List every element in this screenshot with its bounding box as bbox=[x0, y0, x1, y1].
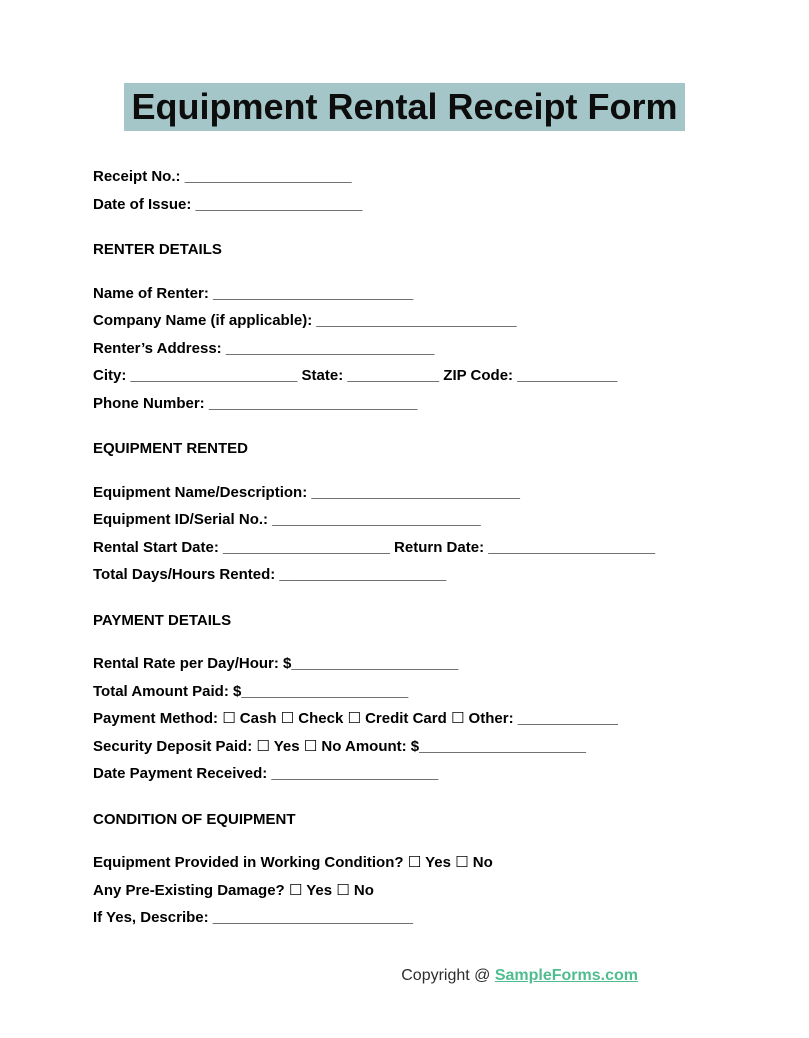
cash-checkbox[interactable]: ☐ bbox=[222, 709, 236, 727]
working-yes-checkbox[interactable]: ☐ bbox=[407, 853, 422, 871]
rental-rate-label: Rental Rate per Day/Hour: $ bbox=[93, 655, 292, 672]
field-date-of-issue bbox=[93, 191, 729, 219]
zip-code-label: ZIP Code: bbox=[439, 367, 518, 384]
field-total-days-rented bbox=[93, 561, 729, 589]
deposit-amount-label: No Amount: $ bbox=[317, 737, 420, 755]
return-date-label: Return Date: bbox=[389, 538, 489, 556]
footer bbox=[93, 964, 638, 988]
state-label: State: bbox=[297, 367, 348, 384]
form-content bbox=[93, 163, 729, 988]
security-deposit-label: Security Deposit Paid: bbox=[93, 737, 257, 755]
total-days-rented-label: Total Days/Hours Rented: bbox=[93, 566, 280, 583]
damage-yes-checkbox[interactable]: ☐ bbox=[288, 880, 303, 899]
field-payment-method bbox=[93, 705, 729, 733]
field-city-state-zip bbox=[93, 362, 729, 390]
working-yes-label: Yes bbox=[421, 854, 456, 871]
date-payment-received-label: Date Payment Received: bbox=[93, 765, 272, 782]
working-condition-label: Equipment Provided in Working Condition? bbox=[93, 854, 408, 871]
return-date-blank[interactable]: ____________________ bbox=[488, 538, 656, 556]
section-heading-condition: CONDITION OF EQUIPMENT bbox=[93, 810, 296, 828]
company-name-blank[interactable]: ________________________ bbox=[316, 312, 517, 329]
deposit-yes-checkbox[interactable]: ☐ bbox=[256, 736, 270, 755]
city-label: City: bbox=[93, 367, 131, 384]
copyright-text: Copyright @ bbox=[401, 966, 495, 984]
state-blank[interactable]: ___________ bbox=[347, 367, 440, 384]
damage-no-checkbox[interactable]: ☐ bbox=[336, 880, 350, 899]
total-amount-paid-blank[interactable]: ____________________ bbox=[241, 682, 409, 700]
date-of-issue-blank[interactable]: ____________________ bbox=[195, 195, 363, 213]
working-no-label: No bbox=[468, 854, 493, 871]
equipment-name-label: Equipment Name/Description: bbox=[93, 483, 312, 501]
renter-name-blank[interactable]: ________________________ bbox=[213, 284, 414, 302]
date-of-issue-label: Date of Issue: bbox=[93, 195, 196, 213]
field-company-name bbox=[93, 307, 729, 335]
field-total-amount-paid bbox=[93, 678, 729, 706]
equipment-serial-blank[interactable]: _________________________ bbox=[272, 511, 481, 528]
check-checkbox[interactable]: ☐ bbox=[280, 709, 295, 727]
field-equipment-name bbox=[93, 479, 729, 507]
section-heading-renter-details: RENTER DETAILS bbox=[93, 241, 222, 258]
receipt-no-blank[interactable]: ____________________ bbox=[184, 168, 352, 185]
describe-blank[interactable]: ________________________ bbox=[212, 909, 414, 926]
field-phone-number bbox=[93, 390, 729, 418]
field-equipment-serial bbox=[93, 506, 729, 534]
total-amount-paid-label: Total Amount Paid: $ bbox=[93, 682, 242, 700]
rental-rate-blank[interactable]: ____________________ bbox=[291, 655, 459, 672]
section-heading-equipment-rented: EQUIPMENT RENTED bbox=[93, 440, 249, 457]
rental-start-date-label: Rental Start Date: bbox=[93, 538, 224, 556]
phone-number-label: Phone Number: bbox=[93, 394, 209, 412]
renter-address-label: Renter’s Address: bbox=[93, 339, 226, 357]
sampleforms-link[interactable]: SampleForms.com bbox=[494, 966, 638, 984]
field-security-deposit bbox=[93, 733, 729, 761]
working-no-checkbox[interactable]: ☐ bbox=[455, 853, 469, 871]
field-date-payment-received bbox=[93, 760, 729, 788]
deposit-amount-blank[interactable]: ____________________ bbox=[419, 737, 587, 755]
field-renter-address bbox=[93, 335, 729, 363]
deposit-yes-label: Yes bbox=[269, 737, 304, 755]
equipment-name-blank[interactable]: _________________________ bbox=[311, 483, 520, 501]
field-working-condition bbox=[93, 849, 729, 877]
field-rental-dates bbox=[93, 534, 729, 562]
deposit-no-checkbox[interactable]: ☐ bbox=[303, 736, 318, 755]
cash-label: Cash bbox=[235, 710, 281, 727]
credit-card-checkbox[interactable]: ☐ bbox=[347, 709, 361, 727]
field-rental-rate bbox=[93, 650, 729, 678]
receipt-no-label: Receipt No.: bbox=[93, 168, 185, 185]
total-days-rented-blank[interactable]: ____________________ bbox=[279, 566, 447, 583]
field-if-yes-describe bbox=[93, 904, 729, 932]
equipment-serial-label: Equipment ID/Serial No.: bbox=[93, 511, 273, 528]
check-label: Check bbox=[294, 710, 348, 727]
renter-name-label: Name of Renter: bbox=[93, 284, 214, 302]
field-preexisting-damage bbox=[93, 877, 729, 905]
credit-card-label: Credit Card bbox=[360, 710, 451, 727]
field-renter-name bbox=[93, 280, 729, 308]
field-receipt-no bbox=[93, 163, 729, 191]
other-checkbox[interactable]: ☐ bbox=[450, 709, 465, 727]
payment-method-label: Payment Method: bbox=[93, 710, 223, 727]
title-row bbox=[0, 83, 809, 131]
damage-no-label: No bbox=[349, 881, 374, 899]
rental-start-date-blank[interactable]: ____________________ bbox=[223, 538, 390, 556]
zip-code-blank[interactable]: ____________ bbox=[517, 367, 618, 384]
describe-label: If Yes, Describe: bbox=[93, 909, 213, 926]
other-blank[interactable]: ____________ bbox=[517, 710, 618, 727]
other-label: Other: bbox=[464, 710, 518, 727]
renter-address-blank[interactable]: _________________________ bbox=[225, 339, 435, 357]
damage-yes-label: Yes bbox=[302, 881, 337, 899]
date-payment-received-blank[interactable]: ____________________ bbox=[271, 765, 439, 782]
company-name-label: Company Name (if applicable): bbox=[93, 312, 317, 329]
section-heading-payment-details: PAYMENT DETAILS bbox=[93, 611, 232, 629]
page-title: Equipment Rental Receipt Form bbox=[124, 83, 684, 131]
city-blank[interactable]: ____________________ bbox=[130, 367, 298, 384]
phone-number-blank[interactable]: _________________________ bbox=[208, 394, 418, 412]
damage-label: Any Pre-Existing Damage? bbox=[93, 881, 289, 899]
